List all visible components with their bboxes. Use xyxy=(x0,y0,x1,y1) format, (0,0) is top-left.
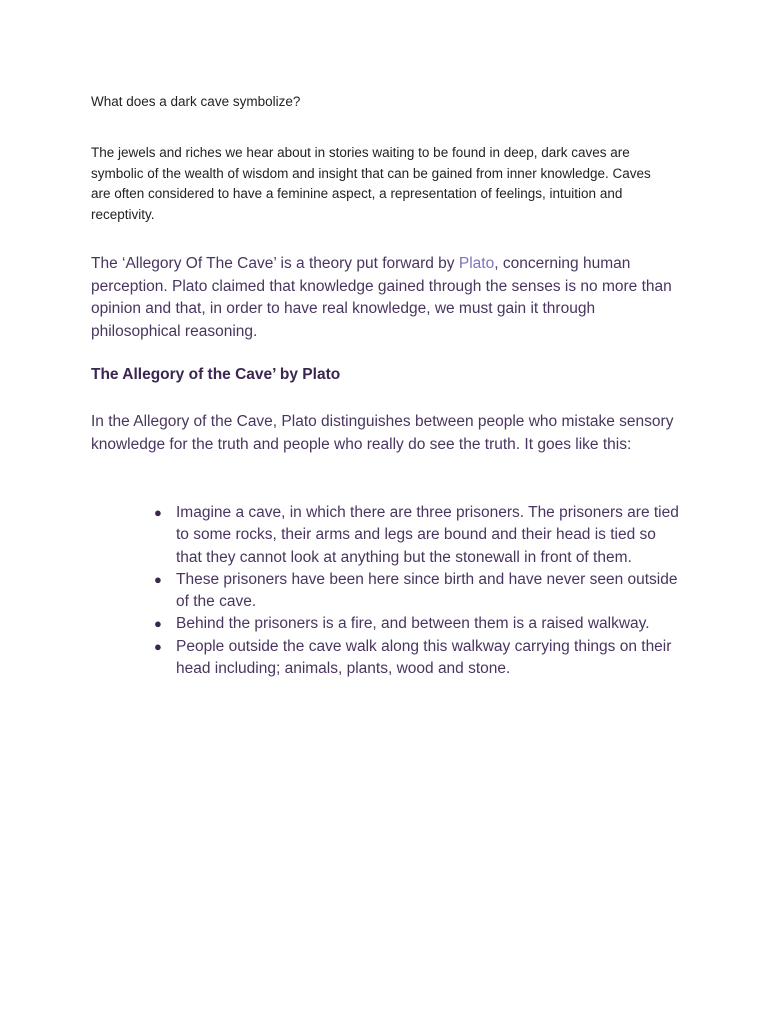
allegory-text-after-link: , concerning human perception. Plato claimed that knowledge gained through the senses is no more than opinion and that, in order to have real knowledge, we must gain it through philosophical reasoning. xyxy=(91,255,672,340)
list-item xyxy=(152,502,682,569)
bullet-dot-icon: ● xyxy=(154,638,162,654)
question-heading: What does a dark cave symbolize? xyxy=(91,94,301,109)
bullet-dot-icon: ● xyxy=(154,571,162,587)
list-item xyxy=(152,636,682,681)
list-item-text: Imagine a cave, in which there are three prisoners. The prisoners are tied to some rocks, their arms and legs are bound and their head is tied so that they cannot look at anything but the stonewall in front of them. xyxy=(176,504,679,566)
section-heading: The Allegory of the Cave’ by Plato xyxy=(91,366,341,383)
list-item xyxy=(152,569,682,614)
list-item xyxy=(152,613,682,635)
section-body-paragraph: In the Allegory of the Cave, Plato distinguishes between people who mistake sensory knowledge for the truth and people who really do see the truth. It goes like this: xyxy=(91,413,674,453)
bullet-list xyxy=(152,502,682,680)
allegory-summary-paragraph xyxy=(91,253,681,343)
intro-paragraph: The jewels and riches we hear about in stories waiting to be found in deep, dark caves are symbolic of the wealth of wisdom and insight that can be gained from inner knowledge. Caves are often considered to have a feminine aspect, a representation of feelings, intuition and receptivity. xyxy=(91,145,651,222)
list-item-text: Behind the prisoners is a fire, and between them is a raised walkway. xyxy=(176,615,650,633)
list-item-text: People outside the cave walk along this walkway carrying things on their head including; animals, plants, wood and stone. xyxy=(176,637,672,678)
plato-link[interactable]: Plato xyxy=(458,255,495,272)
bullet-dot-icon: ● xyxy=(154,505,162,520)
allegory-text-before-link: The ‘Allegory Of The Cave’ is a theory put forward by xyxy=(91,255,459,272)
bullet-dot-icon: ● xyxy=(154,616,162,632)
list-item-text: These prisoners have been here since birth and have never seen outside of the cave. xyxy=(176,570,678,611)
